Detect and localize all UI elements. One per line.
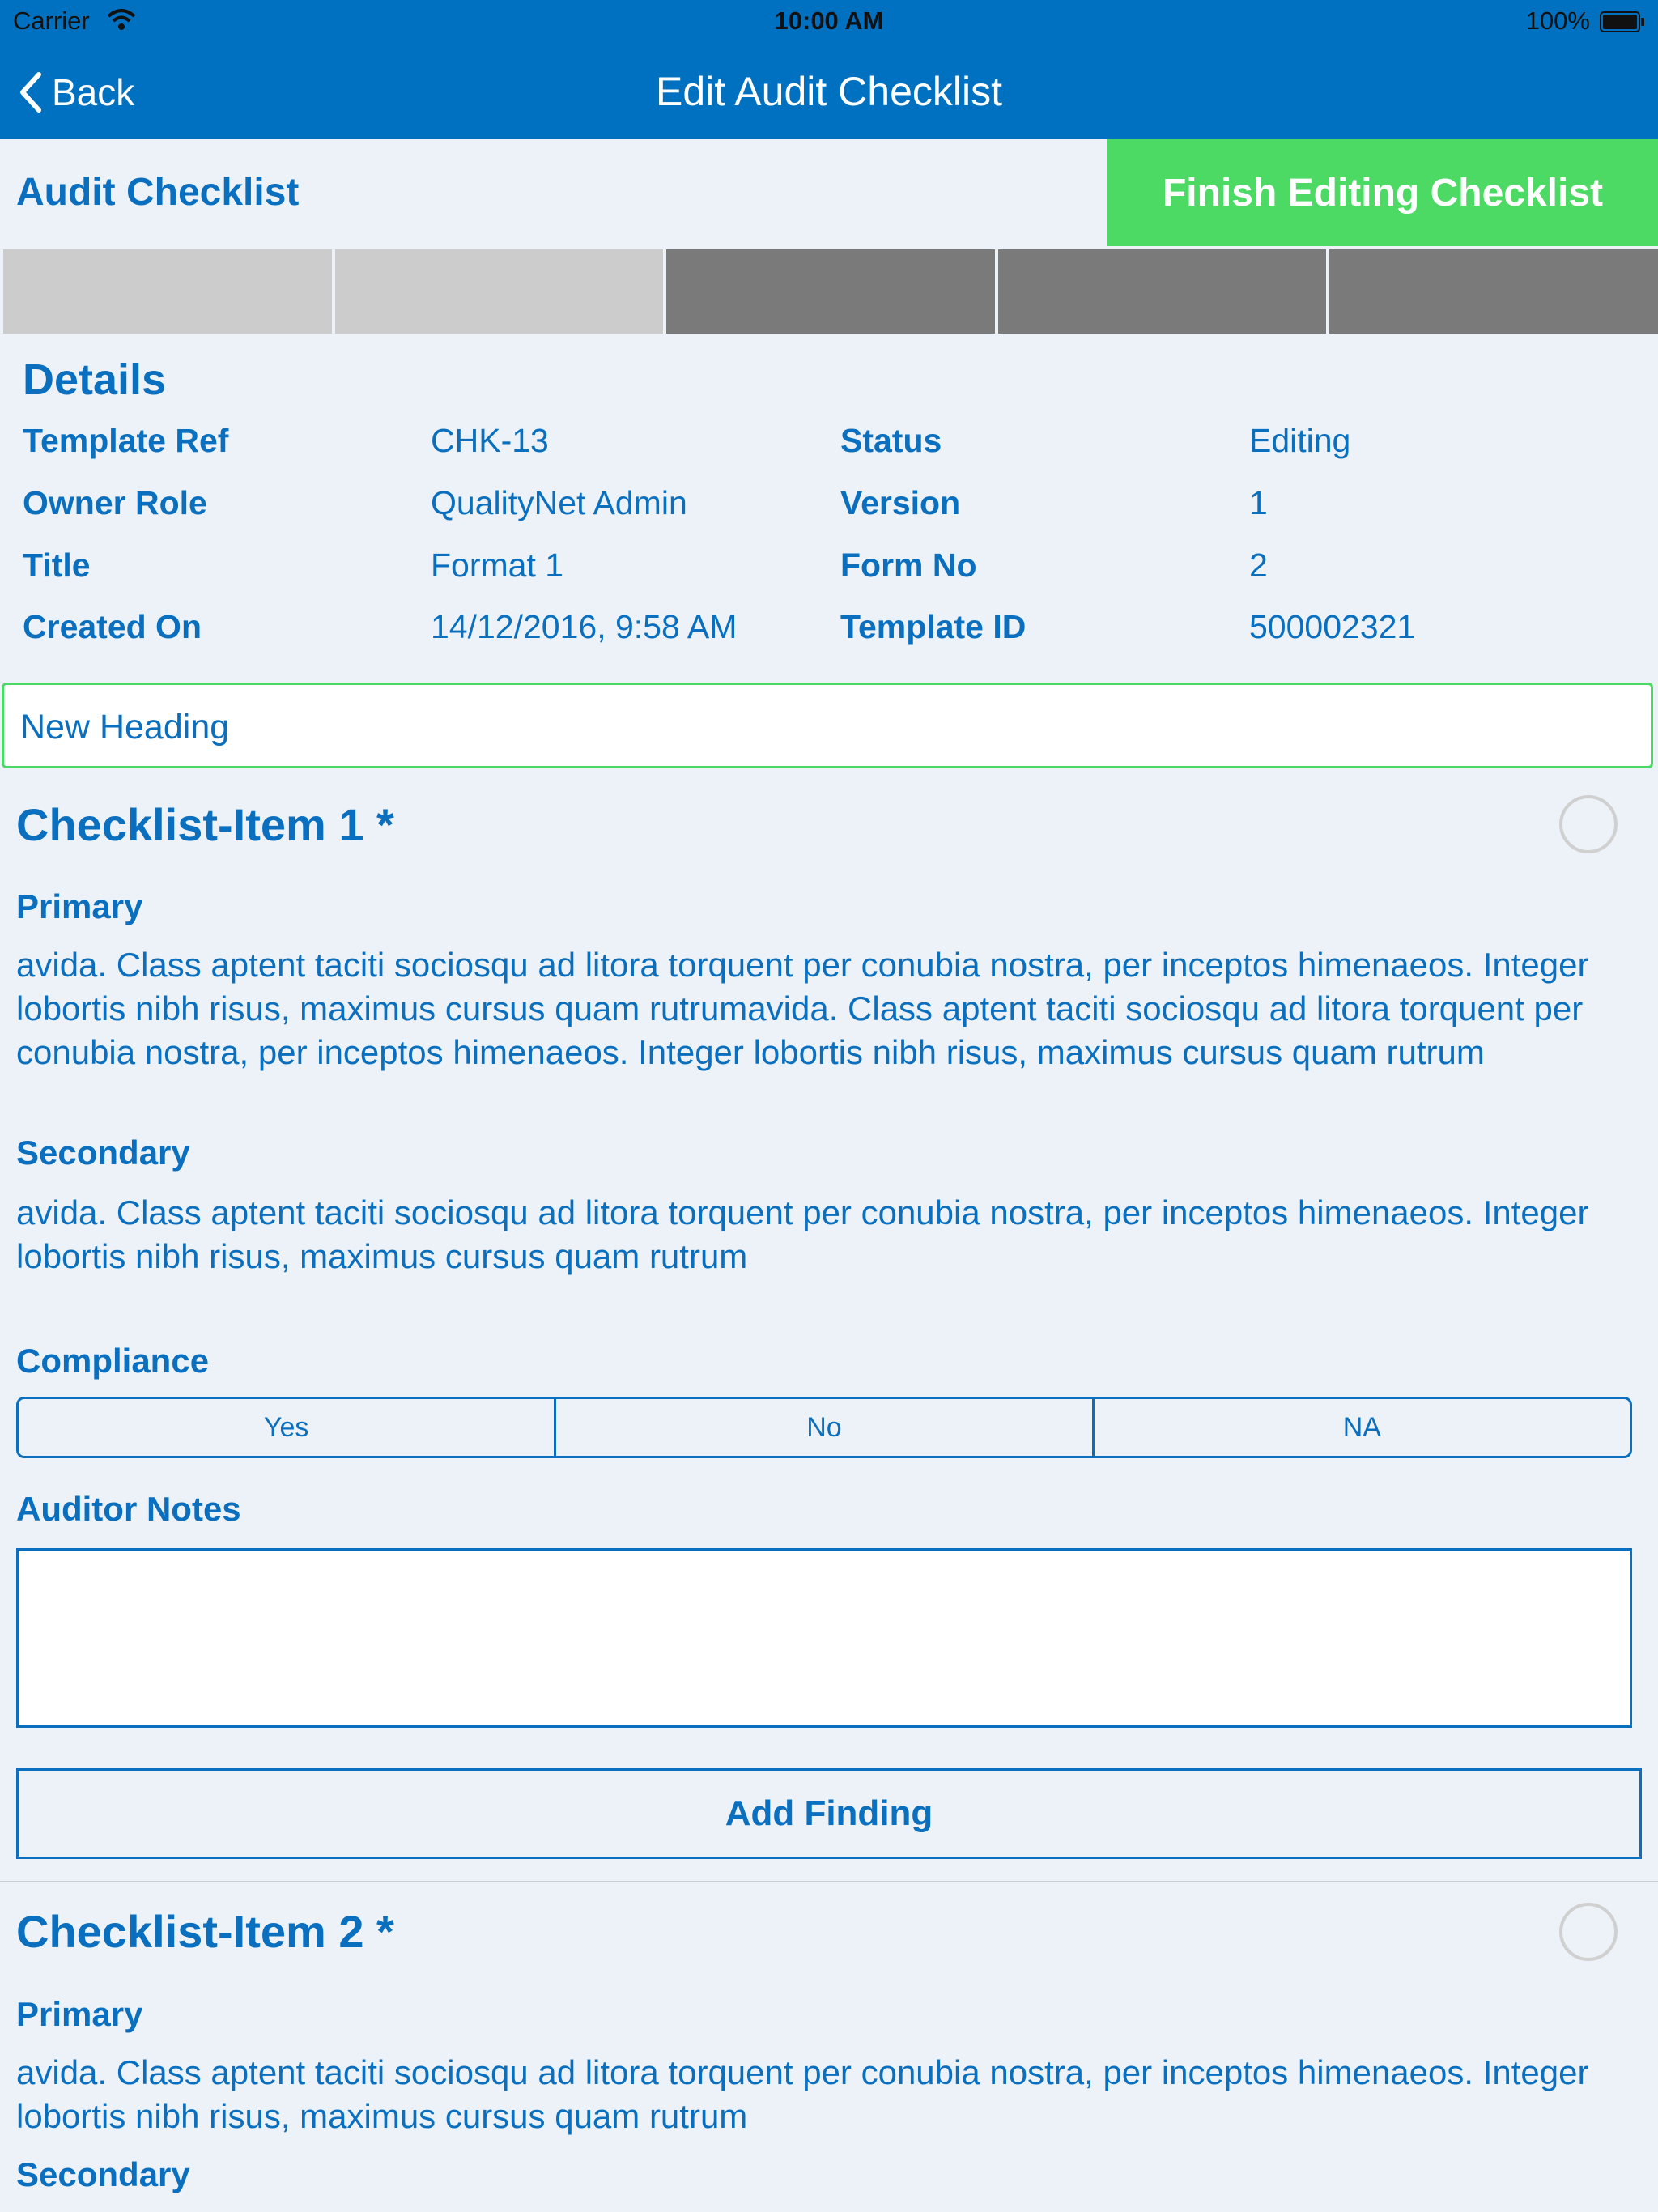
secondary-label: Secondary (16, 1134, 190, 1172)
compliance-option-na[interactable]: NA (1092, 1399, 1630, 1456)
checklist-title: Audit Checklist (16, 171, 300, 214)
compliance-option-no[interactable]: No (554, 1399, 1091, 1456)
progress-segment[interactable] (1329, 249, 1658, 334)
progress-segment[interactable] (998, 249, 1327, 334)
checklist-header (0, 139, 1658, 246)
detail-label: Owner Role (23, 484, 207, 521)
detail-label: Status (840, 422, 942, 459)
primary-label: Primary (16, 1995, 143, 2033)
carrier-label: Carrier (13, 6, 90, 35)
detail-row (0, 547, 1658, 595)
navigation-bar (0, 45, 1658, 139)
detail-row (0, 608, 1658, 657)
checklist-item-title: Checklist-Item 1 * (16, 799, 394, 850)
progress-segment[interactable] (666, 249, 995, 334)
auditor-notes-label: Auditor Notes (16, 1490, 241, 1528)
add-finding-button[interactable]: Add Finding (16, 1768, 1642, 1859)
heading-input[interactable] (2, 683, 1653, 768)
progress-segments (3, 249, 1658, 334)
detail-value: 2 (1249, 547, 1268, 584)
secondary-label: Secondary (16, 2155, 190, 2193)
detail-value: 500002321 (1249, 608, 1416, 645)
primary-label: Primary (16, 887, 143, 925)
detail-label: Template ID (840, 608, 1027, 645)
secondary-text: avida. Class aptent taciti sociosqu ad litora torquent per conubia nostra, per inceptos himenaeos. Integer lobortis nibh risus, maximus cursus quam rutrum (16, 1193, 1589, 1275)
detail-row (0, 422, 1658, 470)
status-bar (0, 0, 1658, 45)
details-heading: Details (23, 355, 167, 404)
item-select-radio[interactable] (1559, 1903, 1618, 1961)
detail-label: Template Ref (23, 422, 229, 459)
compliance-label: Compliance (16, 1342, 210, 1380)
detail-value: Format 1 (431, 547, 564, 584)
heading-input-value: New Heading (20, 708, 230, 747)
progress-segment[interactable] (3, 249, 332, 334)
detail-value: Editing (1249, 422, 1351, 459)
item-select-radio[interactable] (1559, 795, 1618, 853)
item-divider (0, 1881, 1658, 1882)
battery-percent: 100% (1525, 6, 1590, 35)
progress-segment[interactable] (335, 249, 664, 334)
detail-value: 14/12/2016, 9:58 AM (431, 608, 738, 645)
battery-icon (1600, 11, 1645, 32)
compliance-segmented-control (16, 1397, 1632, 1458)
detail-label: Title (23, 547, 91, 584)
detail-value: QualityNet Admin (431, 484, 687, 521)
compliance-option-yes[interactable]: Yes (263, 1411, 309, 1443)
detail-row (0, 484, 1658, 533)
checklist-item-title: Checklist-Item 2 * (16, 1906, 394, 1957)
auditor-notes-field[interactable] (16, 1548, 1632, 1728)
detail-value: 1 (1249, 484, 1268, 521)
detail-value: CHK-13 (431, 422, 549, 459)
page-title: Edit Audit Checklist (656, 69, 1002, 114)
detail-label: Created On (23, 608, 202, 645)
detail-label: Version (840, 484, 961, 521)
clock: 10:00 AM (774, 6, 884, 35)
primary-text: avida. Class aptent taciti sociosqu ad litora torquent per conubia nostra, per inceptos himenaeos. Integer lobortis nibh risus, maximus cursus quam rutrum (16, 2053, 1589, 2135)
back-label: Back (52, 71, 135, 113)
finish-editing-button[interactable]: Finish Editing Checklist (1107, 139, 1658, 246)
detail-label: Form No (840, 547, 977, 584)
primary-text: avida. Class aptent taciti sociosqu ad litora torquent per conubia nostra, per inceptos himenaeos. Integer lobortis nibh risus, maximus cursus quam rutrumavida. Class aptent taciti sociosqu ad litora torquent per conubia nostra, per inceptos himenaeos. Integer lobortis nibh risus, maximus cursus quam rutrum (16, 946, 1589, 1071)
